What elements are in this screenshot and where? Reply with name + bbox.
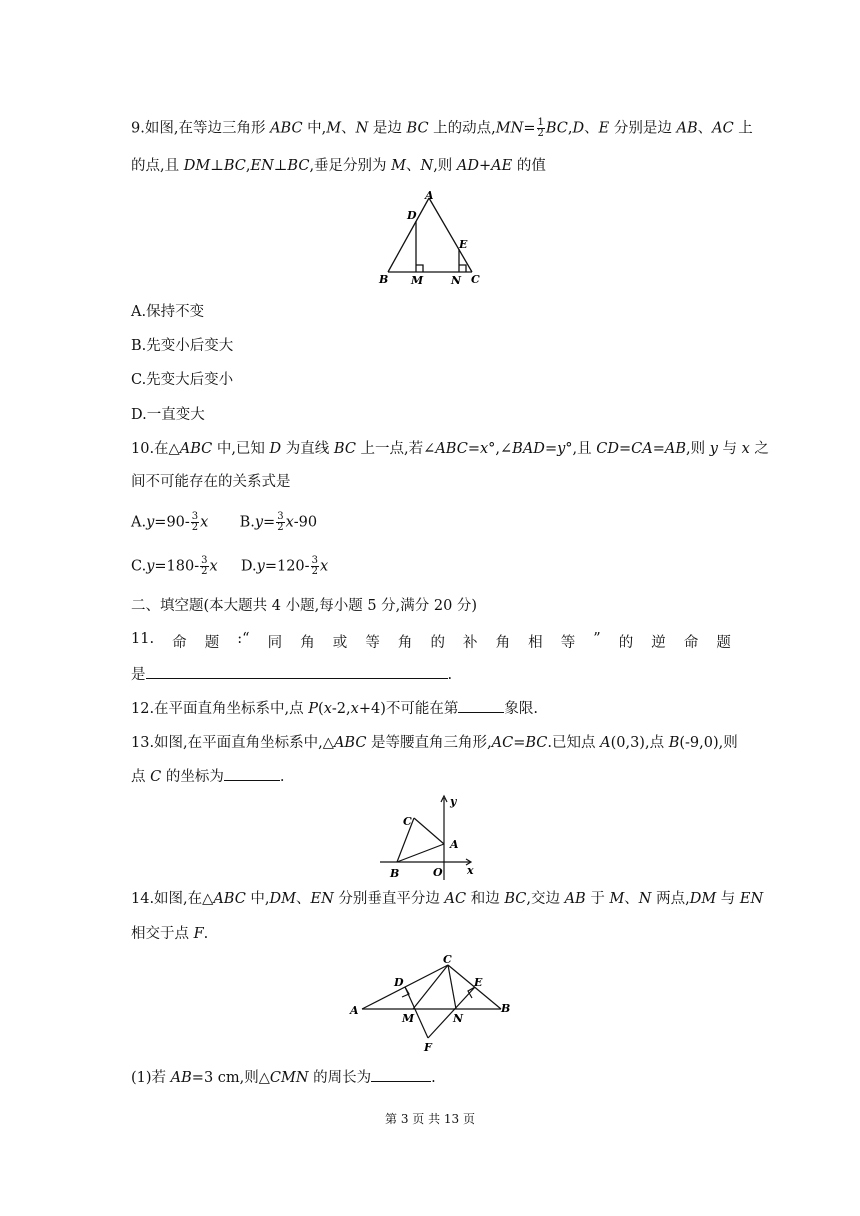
q9-option-b: B.先变小后变大 [131,338,234,354]
label-y: y [450,795,457,808]
q14-sub1-answer-blank[interactable] [371,1067,431,1082]
label-C: C [471,273,480,286]
q9-option-d: D.一直变大 [131,407,205,423]
q9-option-c: C.先变大后变小 [131,372,234,388]
label-B: B [390,867,400,880]
q11-line2: 是 . [131,664,452,685]
label-A: A [450,838,459,851]
q12-line: 12.在平面直角坐标系中,点 P(x-2,x+4)不可能在第 象限. [131,698,538,719]
q10-line2: 间不可能存在的关系式是 [131,474,291,490]
label-B: B [379,273,389,286]
q10-line1: 10.在△ABC 中,已知 D 为直线 BC 上一点,若∠ABC=x°,∠BAD=y°,且 CD=CA=AB,则 y 与 x 之 [131,441,769,457]
q14-triangle-figure [344,952,519,1058]
q11-answer-blank[interactable] [146,664,448,679]
label-C: C [403,815,412,828]
q13-answer-blank[interactable] [224,766,280,781]
label-N: N [451,274,462,287]
label-B: B [501,1002,511,1015]
label-N: N [453,1012,464,1025]
q13-coordinate-figure [378,792,478,884]
q13-line1: 13.如图,在平面直角坐标系中,△ABC 是等腰直角三角形,AC=BC.已知点 A(0,3),点 B(-9,0),则 [131,735,738,751]
q10-options-ab: A.y=90- $\frac{3}{2}$ x B.y= $\frac{3}{2}$ x-90 [131,511,318,533]
label-O: O [433,866,443,879]
q10-options-cd: C.y=180- $\frac{3}{2}$ x D.y=120- $\frac{3}{2}$ x [131,555,329,577]
q11-line1: 11. 命 题 :“ 同 角 或 等 角 的 补 角 相 等 ” 的 逆 命 题 [131,631,731,651]
fraction-half: $\frac{1}{2}$ [537,117,544,139]
label-x: x [467,864,474,877]
label-F: F [424,1041,432,1054]
q14-sub1: (1)若 AB=3 cm,则△CMN 的周长为 . [131,1067,436,1088]
q14-line1: 14.如图,在△ABC 中,DM、EN 分别垂直平分边 AC 和边 BC,交边 AB 于 M、N 两点,DM 与 EN [131,891,764,907]
label-A: A [425,189,434,202]
q12-answer-blank[interactable] [458,698,504,713]
page-footer: 第 3 页 共 13 页 [385,1112,475,1126]
label-E: E [459,238,468,251]
q9-line1: 9.如图,在等边三角形 ABC 中,M、N 是边 BC 上的动点,MN= $\frac{1}{2}$ BC,D、E 分别是边 AB、AC 上 [131,117,753,139]
q9-line2: 的点,且 DM⊥BC,EN⊥BC,垂足分别为 M、N,则 AD+AE 的值 [131,158,546,174]
label-E: E [474,976,483,989]
q13-line2: 点 C 的坐标为 . [131,766,284,787]
label-C: C [443,953,452,966]
label-M: M [411,274,424,287]
q9-triangle-figure [370,188,490,288]
q9-option-a: A.保持不变 [131,304,205,320]
section-2-heading: 二、填空题(本大题共 4 小题,每小题 5 分,满分 20 分) [131,598,478,614]
label-D: D [394,976,404,989]
label-A: A [350,1004,359,1017]
q14-line2: 相交于点 F. [131,926,209,942]
label-M: M [402,1012,415,1025]
label-D: D [407,209,417,222]
